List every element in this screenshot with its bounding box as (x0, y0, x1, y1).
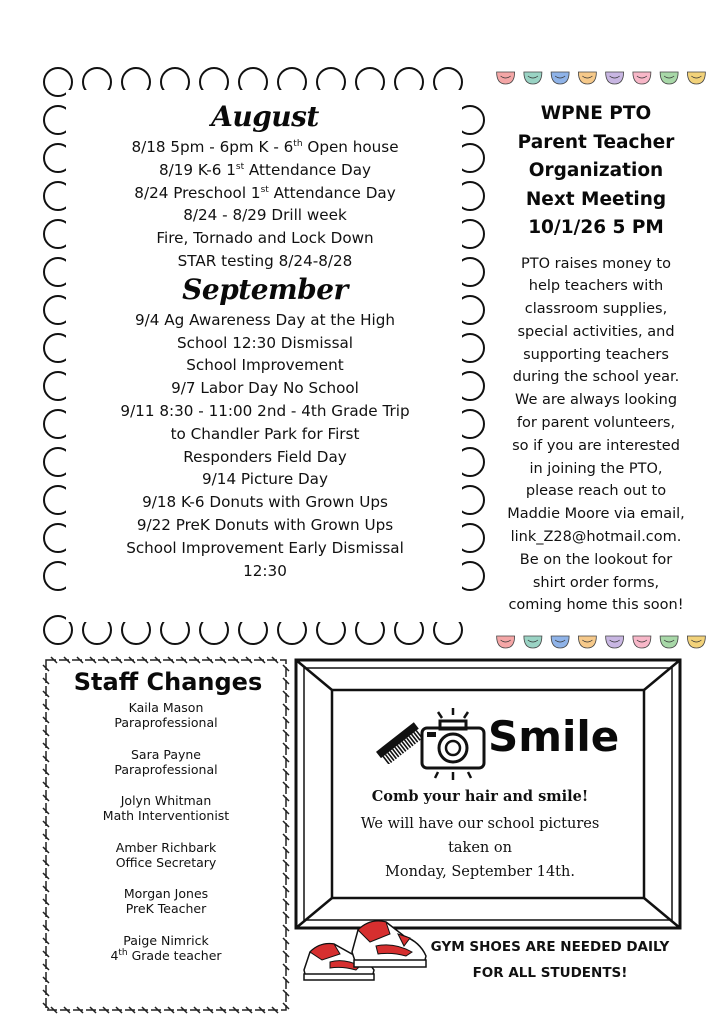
staff-name: Amber Richbark (115, 839, 217, 855)
august-event-line: 8/24 - 8/29 Drill week (183, 206, 347, 225)
staff-list (56, 700, 276, 979)
staff-role: Office Secretary (115, 854, 217, 870)
staff-member (56, 747, 276, 777)
gym-notice-line: FOR ALL STUDENTS! (472, 965, 628, 981)
september-event-line: 9/18 K-6 Donuts with Grown Ups (142, 493, 388, 512)
september-heading: September (182, 272, 348, 306)
pto-body-line: during the school year. (512, 369, 680, 386)
august-event-line: 8/24 Preschool 1st Attendance Day (134, 183, 396, 202)
staff-name: Morgan Jones (123, 886, 209, 901)
smile-heading: Smile (488, 712, 620, 761)
september-event-line: 9/11 8:30 - 11:00 2nd - 4th Grade Trip (120, 401, 410, 420)
september-event-line: School Improvement (186, 356, 344, 375)
smile-lead-text: Comb your hair and smile! (371, 788, 589, 805)
smile-body-line: Monday, September 14th. (385, 864, 575, 880)
pto-heading-line: WPNE PTO (540, 103, 652, 124)
pto-body-line: link_Z28@hotmail.com. (510, 529, 682, 546)
smile-body-line: We will have our school pictures (360, 816, 600, 832)
september-event-line: 9/7 Labor Day No School (171, 379, 359, 398)
staff-name: Kaila Mason (128, 700, 204, 715)
pto-heading (488, 100, 704, 243)
pto-body-line: for parent volunteers, (516, 415, 676, 432)
gym-shoes-notice (410, 934, 690, 986)
pto-body-line: classroom supplies, (524, 301, 668, 318)
calendar-section (70, 100, 460, 582)
smile-body-line: taken on (448, 840, 512, 856)
pto-heading-line: 10/1/26 5 PM (528, 217, 664, 238)
staff-name: Sara Payne (130, 746, 201, 762)
pto-body-line: supporting teachers (523, 346, 669, 363)
staff-changes-title: Staff Changes (73, 668, 263, 696)
staff-role: 4th Grade teacher (110, 947, 222, 963)
staff-name: Jolyn Whitman (120, 793, 212, 808)
pto-body-line: We are always looking (514, 392, 678, 409)
staff-name: Paige Nimrick (123, 932, 209, 948)
pto-heading-line: Organization (528, 160, 664, 181)
september-event-line: School 12:30 Dismissal (176, 333, 354, 352)
staff-member (56, 793, 276, 823)
august-event-line: Fire, Tornado and Lock Down (156, 229, 374, 248)
staff-member (56, 700, 276, 730)
pto-panel (488, 100, 704, 617)
staff-member (56, 933, 276, 963)
september-event-line: 9/22 PreK Donuts with Grown Ups (136, 515, 394, 534)
staff-role: Math Interventionist (102, 808, 230, 823)
august-event-line: 8/19 K-6 1st Attendance Day (158, 160, 372, 179)
pto-heading-line: Next Meeting (525, 188, 667, 210)
pto-body-line: help teachers with (528, 278, 664, 295)
staff-member (56, 886, 276, 916)
pto-body-line: in joining the PTO, (529, 460, 663, 477)
september-event-line: 9/4 Ag Awareness Day at the High (134, 310, 396, 329)
september-event-line: 12:30 (243, 561, 287, 580)
september-event-line: 9/14 Picture Day (202, 470, 328, 489)
september-event-line: to Chandler Park for First (170, 424, 360, 443)
september-events (70, 309, 460, 583)
august-heading: August (211, 100, 319, 133)
pto-body-line: coming home this soon! (508, 597, 684, 614)
august-events (70, 136, 460, 273)
pto-heading-line: Parent Teacher (517, 131, 675, 153)
camera-icon (416, 706, 490, 782)
bunting-bottom-decoration (492, 632, 710, 652)
pto-body-line: PTO raises money to (521, 255, 671, 272)
september-event-line: School Improvement Early Dismissal (126, 538, 404, 557)
gym-notice-line: GYM SHOES ARE NEEDED DAILY (430, 939, 670, 955)
staff-role: Paraprofessional (114, 761, 218, 777)
staff-role: Paraprofessional (114, 715, 218, 730)
staff-member (56, 840, 276, 870)
staff-role: PreK Teacher (125, 901, 207, 916)
pto-body-line: please reach out to (525, 483, 667, 500)
pto-body-line: shirt order forms, (532, 574, 660, 591)
bunting-top-decoration (492, 68, 710, 88)
august-event-line: 8/18 5pm - 6pm K - 6th Open house (131, 138, 399, 156)
august-event-line: STAR testing 8/24-8/28 (177, 251, 353, 270)
pto-body-line: so if you are interested (512, 437, 680, 454)
pto-body-line: Maddie Moore via email, (507, 506, 685, 523)
pto-description (488, 253, 704, 618)
september-event-line: Responders Field Day (183, 447, 347, 466)
smile-body-text (330, 812, 630, 884)
pto-body-line: Be on the lookout for (519, 551, 673, 568)
pto-body-line: special activities, and (517, 323, 675, 340)
